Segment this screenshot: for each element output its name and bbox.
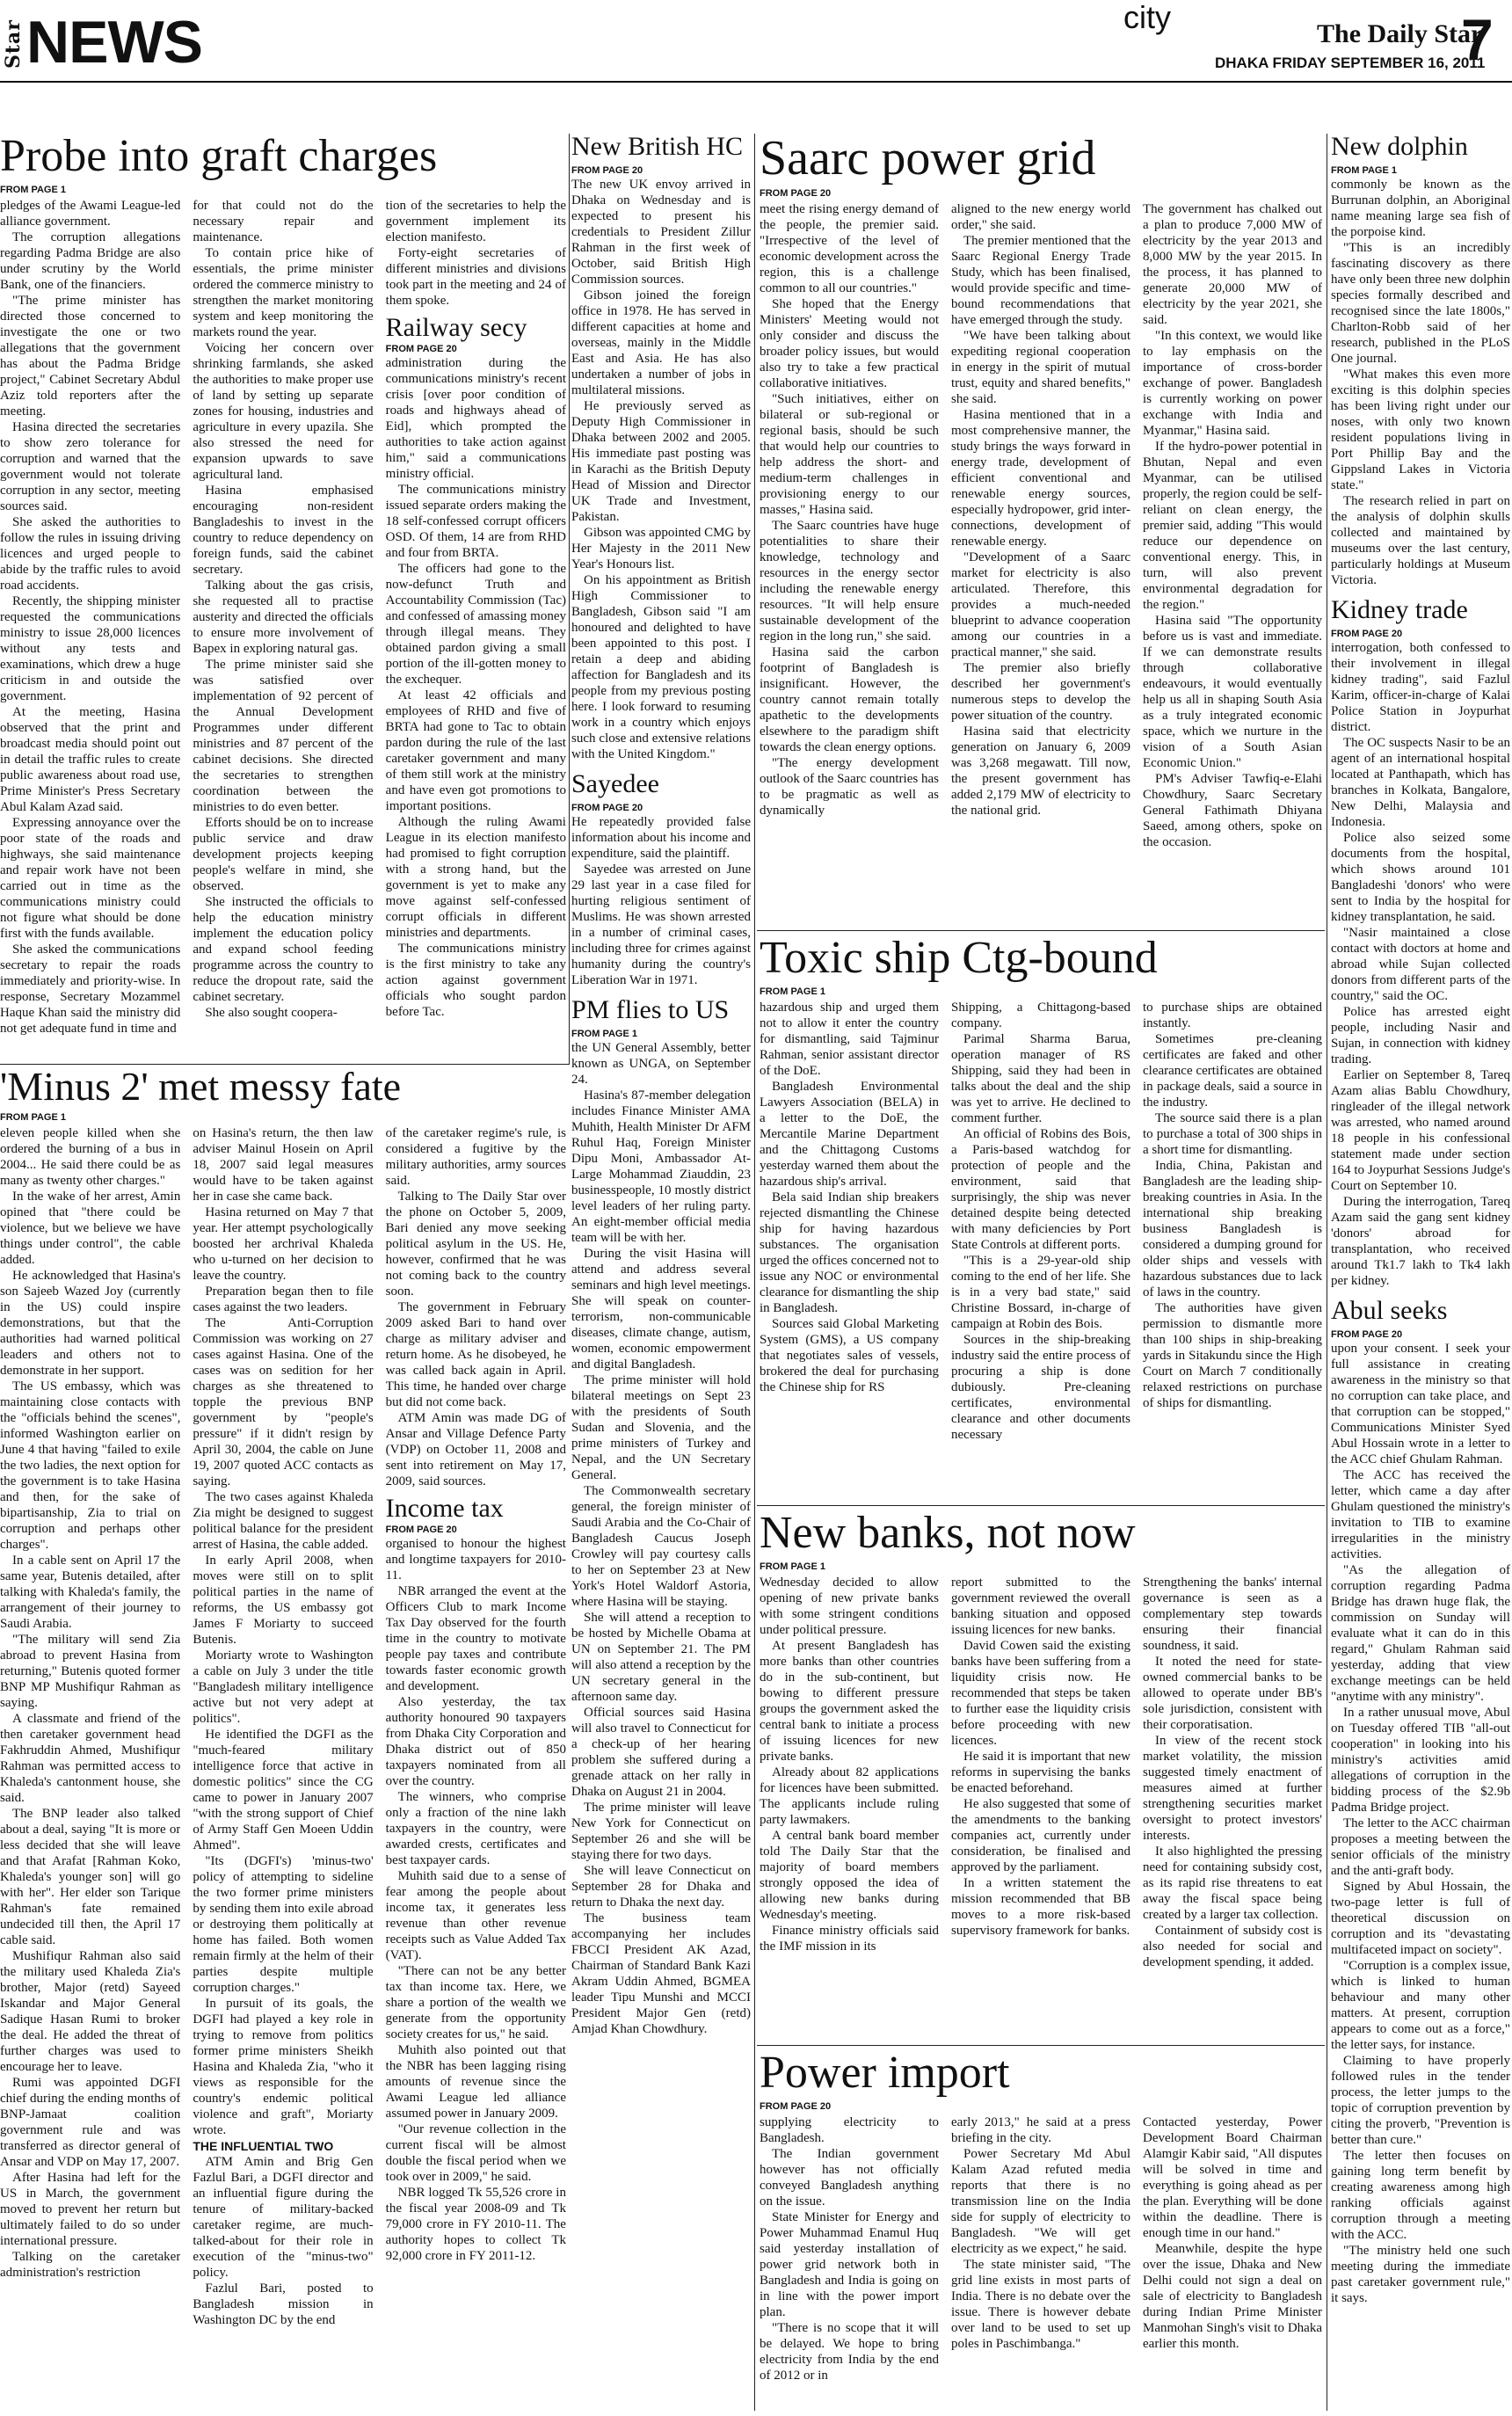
- paragraph: Meanwhile, despite the hype over the issue, Dhaka and New Delhi could not sign a deal on sale of electricity to Bangladesh during Indian Prime Minister Manmohan Singh's visit to Dhaka earlier this month.: [1143, 2242, 1322, 2351]
- story-column: [0, 198, 180, 1059]
- paragraph: commonly be known as the Burrunan dolphin, an Aboriginal name meaning large sea fish of the porpoise kind.: [1331, 178, 1510, 239]
- paragraph: Although the ruling Awami League in its election manifesto had promised to fight corruption with a strong hand, but the government is yet to make any move against self-confessed corrupt officials in different ministries and departments.: [385, 815, 566, 940]
- paragraph: She also sought coopera-: [205, 1006, 338, 1020]
- paragraph: It also highlighted the pressing need for containing subsidy cost, as its rapid rise threatens to eat away the fiscal space being created by a larger tax collection.: [1143, 1845, 1322, 1922]
- paragraph: The government in February 2009 asked Bari to hand over charge as military adviser and return home. As he disobeyed, he was called back again in April. This time, he handed over charge but did not come back.: [385, 1300, 566, 1409]
- paragraph: The BNP leader also talked about a deal, saying "It is more or less decided that she will leave and that Arafat [Rahman Koko, Khaleda's younger son] will go with her". Her elder son Tarique Rahman's fate remained undecided till then, the April 17 cable said.: [0, 1807, 181, 1947]
- paragraph: She instructed the officials to help the education ministry implement the education policy and expand school feeding programme across the country to reduce the dropout rate, said the cabinet secretary.: [193, 895, 374, 1004]
- headline: PM flies to US: [571, 995, 730, 1024]
- paragraph: In early April 2008, when moves were still on to split political parties in the name of reforms, the US embassy got James F Moriarty to succeed Butenis.: [193, 1554, 374, 1647]
- paragraph: Talking on the caretaker administration's restriction: [0, 2250, 181, 2280]
- paragraph: Voicing her concern over shrinking farmlands, she asked the authorities to make proper use of land by setting up separate zones for housing, industries and agriculture in every upazila. She also stressed the need for expansion upwards to save agricultural land.: [193, 341, 374, 482]
- paragraph: Hasina emphasised encouraging non-resident Bangladeshis to invest in the country to reduce dependency on foreign funds, said the cabinet secretary.: [193, 484, 374, 577]
- story-columns: [760, 2114, 1322, 2411]
- story-column-centre: [571, 134, 751, 2411]
- paragraph: Mushifiqur Rahman also said the military used Khaleda Zia's brother, Major (retd) Sayeed Iskandar and Major General Sadique Hasan Rumi to broker the deal. He added the threat of further charges was used to encourage her to leave.: [0, 1949, 181, 2074]
- story-columns: [0, 198, 566, 1059]
- paragraph: Bela said Indian ship breakers rejected dismantling the Chinese ship for having hazardous substances. The organisation urged the offices concerned not to issue any NOC or environmental clearance for dismantling the ship in Bangladesh.: [760, 1190, 939, 1315]
- paragraph: In view of the recent stock market volatility, the mission suggested timely enactment of measures aimed at further strengthening securities market oversight to protect investors' interests.: [1143, 1734, 1322, 1843]
- paragraph: "As the allegation of corruption regarding Padma Bridge has drawn huge flak, the commission on Sunday will evaluate what it can do in this regard," Ghulam Rahman said yesterday, adding that view exchange meetings can be held "anytime with any ministry".: [1331, 1563, 1510, 1704]
- paragraph: Gibson joined the foreign office in 1978. He has served in different capacities at home and overseas, mainly in the Middle East and Asia. He has also undertaken a number of jobs in multilateral missions.: [571, 288, 751, 397]
- kicker: FROM PAGE 20: [571, 803, 643, 813]
- story-column: [1331, 640, 1510, 1289]
- story-columns: [760, 201, 1322, 928]
- paragraph: "There can not be any better tax than income tax. Here, we share a portion of the wealth we generate from the opportunity society creates for us," he said.: [385, 1964, 566, 2041]
- paragraph: He previously served as Deputy High Commissioner in Dhaka between 2002 and 2005. His immediate past posting was in Karachi as the British Deputy Head of Mission and Director UK Trade and Investment, Pakistan.: [571, 399, 751, 524]
- paragraph: The premier also briefly described her government's numerous steps to develop the power situation of the country.: [951, 661, 1130, 723]
- paragraph: Rumi was appointed DGFI chief during the ending months of BNP-Jamaat coalition government rule and was transferred as director general of Ansar and VDP on May 17, 2007.: [0, 2076, 181, 2169]
- paragraph: She will attend a reception to be hosted by Michelle Obama at UN on September 21. The PM will also attend a reception by the UN secretary general in the afternoon same day.: [571, 1611, 751, 1704]
- paragraph: Recently, the shipping minister requested the communications ministry to issue 28,000 licences without any tests and examinations, which drew a huge criticism in and outside the government.: [0, 594, 181, 703]
- story-column-right: [1331, 134, 1510, 2411]
- paragraph: early 2013," he said at a press briefing in the city.: [951, 2115, 1130, 2145]
- rule: [757, 930, 1325, 931]
- masthead: [0, 0, 1512, 81]
- paragraph: Containment of subsidy cost is also needed for social and development spending, it added.: [1143, 1924, 1322, 1969]
- paragraph: Official sources said Hasina will also travel to Connecticut for a check-up of her hearing problem she suffered during a grenade attack on her rally in Dhaka on August 21 in 2004.: [571, 1706, 751, 1799]
- story-column: [386, 1125, 566, 2409]
- paragraph: report submitted to the government reviewed the overall banking situation and opposed issuing licences for new banks.: [951, 1575, 1130, 1637]
- paragraph: On his appointment as British High Commissioner to Bangladesh, Gibson said "I am honoured and delighted to have been appointed to this post. I retain a deep and abiding affection for Bangladesh and its people from my previous posting here. I look forward to resuming work in a country which enjoys such close and extensive relations with the United Kingdom.": [571, 573, 751, 761]
- paragraph: Signed by Abul Hossain, the two-page letter is full of theoretical discussion on corruption and its "devastating multifaceted impact on society".: [1331, 1880, 1510, 1957]
- story-column: [386, 198, 566, 1059]
- headline: Abul seeks: [1331, 1296, 1448, 1325]
- section-title: NEWS: [26, 9, 202, 76]
- paragraph: administration during the communications ministry's recent crisis [over poor condition of roads and highways ahead of Eid], which prompted the authorities to take action against him," said a communications ministry official.: [385, 356, 566, 481]
- paragraph: Fazlul Bari, posted to Bangladesh mission in Washington DC by the end: [193, 2281, 374, 2327]
- paragraph: Forty-eight secretaries of different ministries and divisions took part in the meeting and 24 of them spoke.: [385, 246, 566, 308]
- paragraph: The OC suspects Nasir to be an agent of an international hospital located at Panthapath, which has branches in Kolkata, Bangalore, New Delhi, Malaysia and Indonesia.: [1331, 736, 1510, 829]
- story-saarc: [760, 134, 1322, 928]
- story-column: [571, 177, 751, 762]
- story-column: [193, 198, 373, 1059]
- kicker: FROM PAGE 1: [0, 1112, 66, 1123]
- paragraph: "Corruption is a complex issue, which is linked to human behaviour and many other matters. At present, corruption appears to come out as a force," the letter says, for instance.: [1331, 1959, 1510, 2052]
- paragraph: Hasina said the carbon footprint of Bangladesh is insignificant. However, the country cannot remain totally apathetic to the developments elsewhere to the paradigm shift towards the clean energy options.: [760, 645, 939, 754]
- paragraph: Moriarty wrote to Washington a cable on July 3 under the title "Bangladesh military intelligence active but not very adept at politics".: [193, 1648, 374, 1726]
- paragraph: A classmate and friend of the then caretaker government head Fakhruddin Ahmed, Mushifiqur Rahman was permitted access to Khaleda's cantonment house, she said.: [0, 1712, 181, 1805]
- rule: [754, 134, 755, 2411]
- kicker: FROM PAGE 1: [760, 986, 825, 997]
- paragraph: "Our revenue collection in the current fiscal will be almost double the fiscal period when we took over in 2009," he said.: [385, 2122, 566, 2184]
- paragraph: "Development of a Saarc market for electricity is also articulated. Therefore, this provides a much-needed blueprint to advance cooperation among our countries in a practical manner," she said.: [951, 550, 1130, 659]
- masthead-rule: [0, 81, 1512, 83]
- paragraph: Talking about the gas crisis, she requested all to practise austerity and directed the officials to ensure more involvement of Bapex in exploring natural gas.: [193, 579, 374, 656]
- paragraph: In the wake of her arrest, Amin opined that "there could be violence, but we believe we have things under control", the cable added.: [0, 1190, 181, 1267]
- paragraph: If the hydro-power potential in Bhutan, Nepal and even Myanmar, can be utilised properly, the region could be self-reliant on clean energy, the premier said, adding "This would reduce our dependence on conventional energy. This, in turn, will also prevent environmental degradation for the region.": [1143, 440, 1322, 612]
- story-column: [1331, 1341, 1510, 2306]
- kicker: FROM PAGE 1: [760, 1561, 825, 1572]
- headline: 'Minus 2' met messy fate: [0, 1066, 402, 1109]
- paragraph: Parimal Sharma Barua, operation manager of RS Shipping, said they had been in talks about the deal and the ship was yet to arrive. He declined to comment further.: [951, 1032, 1130, 1125]
- paragraph: Power Secretary Md Abul Kalam Azad refuted media reports that there is no transmission line on the India side for supply of electricity to Bangladesh. "We will get electricity as we expect," he said.: [951, 2147, 1130, 2256]
- paragraph: PM's Adviser Tawfiq-e-Elahi Chowdhury, Saarc Secretary General Fathimath Dhiyana Saeed, among others, spoke on the occasion.: [1143, 772, 1322, 849]
- paragraph: During the interrogation, Tareq Azam said the gang sent kidney 'donors' abroad for transplantation, who received around Tk1.7 lakh to Tk4 lakh per kidney.: [1331, 1195, 1510, 1288]
- story-column: [1143, 2114, 1322, 2411]
- story-column: [1143, 1000, 1322, 1503]
- paragraph: for that could not do the necessary repair and maintenance.: [193, 199, 374, 244]
- kicker: FROM PAGE 20: [760, 2101, 832, 2112]
- paragraph: "Its (DGFI's) 'minus-two' policy of attempting to sideline the two former prime ministers by sending them into exile abroad or destroying them politically at home has failed. Both women remain firmly at the helm of their parties despite multiple corruption charges.": [193, 1854, 374, 1995]
- story-column: [1143, 1575, 1322, 2042]
- paragraph: Wednesday decided to allow opening of new private banks with some stringent conditions under political pressure.: [760, 1575, 939, 1637]
- paragraph: The letter then focuses on gaining long term benefit by creating awareness among high ranking officials against corruption through a meeting with the ACC.: [1331, 2149, 1510, 2242]
- paragraph: tion of the secretaries to help the government implement its election manifesto.: [385, 199, 566, 244]
- paragraph: Hasina said that electricity generation on January 6, 2009 was 3,268 megawatt. Till now, the present government has added 2,179 MW of electricity to the national grid.: [951, 724, 1130, 818]
- paragraph: "This is a 29-year-old ship coming to the end of her life. She is in a very bad state," said Christine Bossard, in-charge of campaign at Robin des Bois.: [951, 1254, 1130, 1331]
- paragraph: Shipping, a Chittagong-based company.: [951, 1001, 1130, 1030]
- paragraph: Efforts should be on to increase public service and draw development projects keeping people's welfare in mind, she observed.: [193, 816, 374, 893]
- paragraph: Also yesterday, the tax authority honoured 90 taxpayers from Dhaka City Corporation and Dhaka district out of 850 taxpayers nominated from all over the country.: [385, 1695, 566, 1788]
- story-probe: [0, 134, 566, 1061]
- paragraph: Earlier on September 8, Tareq Azam alias Bablu Chowdhury, ringleader of the illegal network was arrested, who named around 18 people in his confessional statement made under section 164 to Joypurhat Sessions Judge's Court on September 10.: [1331, 1068, 1510, 1193]
- paragraph: He repeatedly provided false information about his income and expenditure, said the plaintiff.: [571, 815, 751, 861]
- paragraph: In pursuit of its goals, the DGFI had played a key role in trying to remove from politics former prime ministers Sheikh Hasina and Khaleda Zia, "who it views as responsible for the country's endemic political violence and graft", Moriarty wrote.: [193, 1997, 374, 2137]
- headline: Sayedee: [571, 769, 659, 798]
- rule: [0, 1064, 570, 1065]
- headline: Power import: [760, 2050, 1010, 2098]
- paragraph: ATM Amin was made DG of Ansar and Village Defence Party (VDP) on October 11, 2008 and sent into retirement on May 17, 2009, said sources.: [385, 1411, 566, 1488]
- kicker: FROM PAGE 20: [760, 188, 832, 199]
- paragraph: In a rather unusual move, Abul on Tuesday offered TIB "all-out cooperation" in looking into his ministry's activities amid allegations of corruption in the bidding process of the $2.9b Padma Bridge project.: [1331, 1706, 1510, 1815]
- story-new-banks: [760, 1510, 1322, 2042]
- paragraph: Sometimes pre-cleaning certificates are faked and other clearance certificates are obtained in package deals, said a source in the industry.: [1143, 1032, 1322, 1110]
- paragraph: He identified the DGFI as the "much-feared military intelligence force that active in domestic politics" since the CG came to power in January 2007 "with the strong support of Chief of Army Staff Gen Moeen Uddin Ahmed".: [193, 1728, 374, 1852]
- kicker: FROM PAGE 20: [385, 344, 457, 354]
- paragraph: A central bank board member told The Daily Star that the majority of board members strongly opposed the idea of allowing new banks during Wednesday's meeting.: [760, 1829, 939, 1922]
- paragraph: During the visit Hasina will attend and address several seminars and high level meetings. She will speak on counter-terrorism, non-communicable diseases, climate change, autism, women, economic empowerment and digital Bangladesh.: [571, 1247, 751, 1372]
- paragraph: upon your consent. I seek your full assistance in creating awareness in the ministry so that no corruption can take place, and that corruption can be stopped," Communications Minister Syed Abul Hossain wrote in a letter to the ACC chief Ghulam Rahman.: [1331, 1342, 1510, 1466]
- page-number: 7: [1461, 7, 1494, 72]
- story-power-import: [760, 2050, 1322, 2411]
- paragraph: The prime minister will hold bilateral meetings on Sept 23 with the presidents of South Sudan and Slovenia, and the prime ministers of Turkey and Nepal, and the UN Secretary General.: [571, 1373, 751, 1482]
- paragraph: She will leave Connecticut on September 28 for Dhaka and return to Dhaka the next day.: [571, 1864, 751, 1910]
- paragraph: "Such initiatives, either on bilateral or sub-regional or regional basis, should be such that would help our countries to help address the short- and medium-term challenges in provisioning energy to our masses," Hasina said.: [760, 392, 939, 517]
- paragraph: "The energy development outlook of the Saarc countries has to be pragmatic as well as dynamically: [760, 756, 939, 818]
- paragraph: Sources in the ship-breaking industry said the entire process of procuring a ship is done dubiously. Pre-cleaning certificates, environmental clearance and other documents necessary: [951, 1333, 1130, 1442]
- headline: Kidney trade: [1331, 595, 1468, 624]
- headline: Probe into graft charges: [0, 134, 438, 181]
- paragraph: The research relied in part on the analysis of dolphin skulls collected and maintained by museums over the last century, particularly holdings at Museum Victoria.: [1331, 494, 1510, 587]
- paragraph: The US embassy, which was maintaining close contacts with the "officials behind the scenes", informed Washington earlier on June 4 that having "failed to exile the two ladies, the next option for the government is to take Hasina and then, for the sake of bipartisanship, Zia to trial on corruption and perhaps other charges".: [0, 1379, 181, 1552]
- paragraph: "The ministry held one such meeting during the immediate past caretaker government rule," it says.: [1331, 2244, 1510, 2305]
- subhead: Income tax: [385, 1494, 504, 1523]
- story-column: [951, 1000, 1130, 1503]
- brand-star-small: Star: [2, 19, 25, 69]
- paragraph: The letter to the ACC chairman proposes a meeting between the senior officials of the ministry and the anti-graft body.: [1331, 1816, 1510, 1878]
- paragraph: "The military will send Zia abroad to prevent Hasina from returning," Butenis quoted former BNP MP Mushifiqur Rahman as saying.: [0, 1633, 181, 1710]
- paragraph: interrogation, both confessed to their involvement in illegal kidney trading", said Fazlul Karim, officer-in-charge of Kalai Police Station in Joypurhat district.: [1331, 641, 1510, 734]
- paragraph: To contain price hike of essentials, the prime minister ordered the commerce ministry to strengthen the market monitoring system and keep monitoring the markets round the year.: [193, 246, 374, 339]
- kicker: FROM PAGE 20: [1331, 1329, 1403, 1340]
- story-column: [760, 1000, 939, 1503]
- section-city: city: [1123, 0, 1171, 35]
- paragraph: She hoped that the Energy Ministers' Meeting would not only consider and discuss the broader policy issues, but would also try to take a few practical collaborative initiatives.: [760, 297, 939, 390]
- paragraph: The prime minister said she was satisfied over implementation of 92 percent of the Annual Development Programmes under different ministries and 87 percent of the cabinet decisions. She directed the secretaries to strengthen coordination between the ministries to do even better.: [193, 658, 374, 814]
- story-column: [571, 1040, 751, 2037]
- paragraph: Preparation began then to file cases against the two leaders.: [193, 1284, 374, 1314]
- paragraph: Claiming to have properly followed rules in the tender process, the letter jumps to the topic of corruption prevention by citing the proverb, "Prevention is better than cure.": [1331, 2054, 1510, 2147]
- paragraph: Muhith also pointed out that the NBR has been lagging rising amounts of revenue since the Awami League led alliance assumed power in January 2009.: [385, 2043, 566, 2121]
- story-column: [951, 201, 1130, 928]
- rule: [757, 2045, 1325, 2046]
- story-column: [571, 814, 751, 988]
- paragraph: Gibson was appointed CMG by Her Majesty in the 2011 New Year's Honours list.: [571, 526, 751, 571]
- headline: Toxic ship Ctg-bound: [760, 935, 1158, 983]
- paragraph: The winners, who comprise only a fraction of the nine lakh taxpayers in the country, were awarded crests, certificates and best taxpayer cards.: [385, 1790, 566, 1867]
- paragraph: pledges of the Awami League-led alliance government.: [0, 199, 181, 229]
- paragraph: Sources said Global Marketing System (GMS), a US company that negotiates sales of vessels, brokered the deal for purchasing the Chinese ship for RS: [760, 1317, 939, 1394]
- paragraph: He also suggested that some of the amendments to the banking companies act, currently under consideration, be finalised and approved by the parliament.: [951, 1797, 1130, 1874]
- paragraph: He acknowledged that Hasina's son Sajeeb Wazed Joy (currently in the US) could inspire demonstrations, but that the authorities had warned political leaders and others not to demonstrate in her support.: [0, 1269, 181, 1378]
- paragraph: "The prime minister has directed those concerned to investigate the one or two allegations that the government has about the Padma Bridge project," Cabinet Secretary Abdul Aziz told reporters after the meeting.: [0, 294, 181, 418]
- paragraph: meet the rising energy demand of the people, the premier said. "Irrespective of the level of economic development across the region, this is a challenge common to all our countries.": [760, 202, 939, 295]
- story-columns: [0, 1125, 566, 2409]
- story-toxic-ship: [760, 935, 1322, 1503]
- kicker: FROM PAGE 1: [0, 185, 66, 195]
- paragraph: She asked the communications secretary to repair the roads immediately and priority-wise. In response, Secretary Mozammel Haque Khan said the ministry did not get adequate fund in time and: [0, 942, 181, 1036]
- story-column: [760, 1575, 939, 2042]
- kicker: FROM PAGE 1: [1331, 165, 1397, 176]
- kicker: FROM PAGE 1: [571, 1029, 637, 1039]
- paragraph: India, China, Pakistan and Bangladesh are the leading ship-breaking countries in Asia. In the international ship breaking business Bangladesh is considered a dumping ground for older ships and vessels with hazardous substances due to lack of laws in the country.: [1143, 1159, 1322, 1299]
- paragraph: The source said there is a plan to purchase a total of 300 ships in a short time for dismantling.: [1143, 1111, 1322, 1157]
- paragraph: He said it is important that new reforms in supervising the banks be enacted beforehand.: [951, 1750, 1130, 1795]
- story-column: [193, 1125, 373, 2409]
- paragraph: aligned to the new energy world order," she said.: [951, 202, 1130, 232]
- paragraph: Sayedee was arrested on June 29 last year in a case filed for hurting religious sentiment of Muslims. He was shown arrested in a number of criminal cases, including three for crimes against humanity during the country's Liberation War in 1971.: [571, 862, 751, 987]
- paragraph: Talking to The Daily Star over the phone on October 5, 2009, Bari denied any move seeking political asylum in the US. He, however, confirmed that he was not coming back to the country soon.: [385, 1190, 566, 1299]
- paragraph: NBR logged Tk 55,526 crore in the fiscal year 2008-09 and Tk 79,000 crore in FY 2010-11. The authority hopes to collect Tk 92,000 crore in FY 2011-12.: [385, 2186, 566, 2263]
- paragraph: "Nasir maintained a close contact with doctors at home and abroad while Sujan collected donors from different parts of the country," said the OC.: [1331, 926, 1510, 1003]
- paragraph: At present Bangladesh has more banks than other countries do in the sub-continent, but bowing to different pressure groups the government asked the central bank to initiate a process of issuing licences for new private banks.: [760, 1639, 939, 1764]
- paragraph: the UN General Assembly, better known as UNGA, on September 24.: [571, 1041, 751, 1087]
- paragraph: The authorities have given permission to dismantle more than 100 ships in ship-breaking yards in Sitakundu since the High Court on March 7 conditionally relaxed restrictions on purchase of ships for dismantling.: [1143, 1301, 1322, 1410]
- kicker: FROM PAGE 20: [385, 1525, 457, 1535]
- rule: [569, 134, 570, 1064]
- paragraph: David Cowen said the existing banks have been suffering from a liquidity crisis now. He recommended that steps be taken to further ease the liquidity crisis before proceeding with new licences.: [951, 1639, 1130, 1748]
- paragraph: to purchase ships are obtained instantly.: [1143, 1001, 1322, 1030]
- story-column: [1143, 201, 1322, 928]
- paragraph: The prime minister will leave New York for Connecticut on September 26 and she will be staying there for two days.: [571, 1801, 751, 1862]
- paragraph: Expressing annoyance over the poor state of the roads and highways, she said maintenance and repair work have not been carried out in time as the communications ministry could not figure what should be done first with the funds available.: [0, 816, 181, 941]
- paragraph: THE INFLUENTIAL TWO: [193, 2139, 334, 2153]
- headline: New banks, not now: [760, 1510, 1136, 1558]
- story-column: [760, 201, 939, 928]
- paragraph: State Minister for Energy and Power Muhammad Enamul Huq said yesterday installation of power grid network both in Bangladesh and India is going on in line with the power import plan.: [760, 2210, 939, 2319]
- paragraph: "What makes this even more exciting is this dolphin species has been living right under our noses, with only two known resident populations living in Port Phillip Bay and the Gippsland Lakes in Victoria state.": [1331, 367, 1510, 492]
- story-columns: [760, 1575, 1322, 2042]
- paragraph: The Saarc countries have huge potentialities to share their knowledge, technology and resources in the energy sector including the renewable energy resources. "It will help ensure sustainable development of the region in the long run," she said.: [760, 519, 939, 644]
- paragraph: Police also seized some documents from the hospital, which shows around 101 Bangladeshi 'donors' who were sent to India by the hospital for kidney transplantation, he said.: [1331, 831, 1510, 924]
- story-column: [0, 1125, 180, 2409]
- story-column: [1331, 177, 1510, 588]
- paragraph: After Hasina had left for the US in March, the government moved to prevent her return but ultimately failed to do so under international pressure.: [0, 2171, 181, 2248]
- paragraph: "There is no scope that it will be delayed. We hope to bring electricity from India by the end of 2012 or in: [760, 2321, 939, 2383]
- paragraph: The corruption allegations regarding Padma Bridge are also under scrutiny by the World Bank, one of the financiers.: [0, 230, 181, 292]
- rule: [757, 1505, 1325, 1506]
- headline: New dolphin: [1331, 134, 1468, 161]
- paragraph: The state minister said, "The grid line exists in most parts of India. There is no debate over the issue. There is however debate over land to be used to set up poles in Paschimbanga.": [951, 2258, 1130, 2351]
- kicker: FROM PAGE 20: [571, 165, 643, 176]
- paragraph: "In this context, we would like to lay emphasis on the importance of cross-border exchange of power. Bangladesh is currently working on power exchange with India and Myanmar," Hasina said.: [1143, 329, 1322, 438]
- paragraph: supplying electricity to Bangladesh.: [760, 2115, 939, 2145]
- paragraph: Hasina mentioned that in a most comprehensive manner, the study brings the ways forward in energy trade, development of efficient conventional and renewable energy sources, especially hydropower, grid inter-connections, development of renewable energy.: [951, 408, 1130, 549]
- paragraph: The officers had gone to the now-defunct Truth and Accountability Commission (Tac) and confessed of amassing money through illegal means. They obtained pardon giving a small portion of the ill-gotten money to the exchequer.: [385, 562, 566, 687]
- paragraph: At the meeting, Hasina observed that the print and broadcast media should point out in detail the traffic rules to create public awareness about road use, Prime Minister's Press Secretary Abul Kalam Azad said.: [0, 705, 181, 814]
- story-minus-2: [0, 1066, 566, 2412]
- paragraph: It noted the need for state-owned commercial banks to be allowed to operate under BB's sole jurisdiction, consistent with their corporatisation.: [1143, 1655, 1322, 1732]
- story-columns: [760, 1000, 1322, 1503]
- headline: New British HC: [571, 134, 743, 161]
- paragraph: Strengthening the banks' internal governance is seen as a complementary step towards ensuring their financial soundness, it said.: [1143, 1575, 1322, 1653]
- paragraph: An official of Robins des Bois, a Paris-based watchdog for protection of people and the environment, said that surprisingly, the ship was never detained despite being detected with many deficiencies by Port State Controls at different ports.: [951, 1127, 1130, 1252]
- paragraph: At least 42 officials and employees of RHD and five of BRTA had gone to Tac to obtain pardon during the rule of the last caretaker government and many of them still work at the ministry and have even got promotions to important positions.: [385, 688, 566, 813]
- paragraph: In a cable sent on April 17 the same year, Butenis detailed, after talking with Khaleda's family, the arrangement of their journey to Saudi Arabia.: [0, 1554, 181, 1631]
- paragraph: The Commonwealth secretary general, the foreign minister of Saudi Arabia and the Co-Chair of Bangladesh Caucus Joseph Crowley will pay courtesy calls to her on September 23 at New York's Hotel Waldorf Astoria, where Hasina will be staying.: [571, 1484, 751, 1609]
- paragraph: on Hasina's return, the then law adviser Mainul Hosein on April 18, 2007 said legal measures would have to be taken against her in case she came back.: [193, 1126, 374, 1204]
- paragraph: Hasina returned on May 7 that year. Her attempt psychologically boosted her archrival Khaleda who u-turned on her decision to leave the country.: [193, 1205, 374, 1283]
- paragraph: Hasina directed the secretaries to show zero tolerance for corruption and warned that the government would not tolerate corruption in any sector, meeting sources said.: [0, 420, 181, 513]
- paragraph: The communications ministry issued separate orders making the 18 self-confessed corrupt officers OSD. Of them, 14 are from RHD and four from BRTA.: [385, 483, 566, 560]
- paragraph: organised to honour the highest and longtime taxpayers for 2010-11.: [385, 1537, 566, 1583]
- story-column: [951, 2114, 1130, 2411]
- paragraph: The two cases against Khaleda Zia might be designed to suggest political balance for the president arrest of Hasina, the cable added.: [193, 1490, 374, 1552]
- paragraph: The new UK envoy arrived in Dhaka on Wednesday and is expected to present his credentials to President Zillur Rahman in the first week of October, said British High Commission sources.: [571, 178, 751, 287]
- paragraph: Hasina's 87-member delegation includes Finance Minister AMA Muhith, Health Minister Dr AFM Ruhul Haq, Foreign Minister Dipu Moni, Ambassador At-Large Mohammad Ziauddin, 23 businesspeople, 10 mostly district level leaders of her ruling party. An eight-member official media team will be with her.: [571, 1088, 751, 1245]
- paragraph: The business team accompanying her includes FBCCI President AK Azad, Chairman of Standard Bank Kazi Akram Uddin Ahmed, BGMEA leader Tipu Munshi and MCCI President Major Gen (retd) Amjad Khan Chowdhury.: [571, 1911, 751, 2036]
- paragraph: hazardous ship and urged them not to allow it enter the country for dismantling, said Tajminur Rahman, senior assistant director of the DoE.: [760, 1001, 939, 1078]
- paragraph: "We have been talking about expediting regional cooperation in energy in the spirit of mutual trust, equity and shared benefits," she said.: [951, 329, 1130, 406]
- paragraph: The premier mentioned that the Saarc Regional Energy Trade Study, which has been finalised, would provide specific and time-bound recommendations that have emerged through the study.: [951, 234, 1130, 327]
- paragraph: The Indian government however has not officially conveyed Bangladesh anything on the issue.: [760, 2147, 939, 2209]
- paragraph: Police has arrested eight people, including Nasir and Sujan, in connection with kidney trading.: [1331, 1005, 1510, 1066]
- paragraph: The communications ministry is the first ministry to take any action against government officials who sought pardon before Tac.: [385, 942, 566, 1019]
- paragraph: Muhith said due to a sense of fear among the people about income tax, it generates less revenue than other revenue receipts such as Value Added Tax (VAT).: [385, 1869, 566, 1962]
- paragraph: eleven people killed when she ordered the burning of a bus in 2004... He said there could be as many as twenty other charges.": [0, 1126, 181, 1188]
- paper-name: The Daily Star: [1317, 19, 1483, 48]
- paragraph: Contacted yesterday, Power Development Board Chairman Alamgir Kabir said, "All disputes will be solved in time and everything is going ahead as per the plan. Everything will be done within the deadline. There is enough time in our hand.": [1143, 2115, 1322, 2240]
- paragraph: NBR arranged the event at the Officers Club to mark Income Tax Day observed for the fourth time in the country to motivate people pay taxes and contribute towards faster economic growth and development.: [385, 1584, 566, 1693]
- paragraph: She asked the authorities to follow the rules in issuing driving licences and urged people to abide by the traffic rules to avoid road accidents.: [0, 515, 181, 593]
- paragraph: ATM Amin and Brig Gen Fazlul Bari, a DGFI director and an influential figure during the tenure of military-backed caretaker regime, are much-talked-about for their role in execution of the "minus-two" policy.: [193, 2155, 374, 2280]
- paragraph: Hasina said "The opportunity before us is vast and immediate. If we can demonstrate results through collaborative endeavours, it would eventually help us all in shaping South Asia as a truly integrated economic space, which we nurture in the vision of a South Asian Economic Union.": [1143, 614, 1322, 770]
- paragraph: In a written statement the mission recommended that BB moves to a more risk-based supervisory framework for banks.: [951, 1876, 1130, 1938]
- paragraph: Finance ministry officials said the IMF mission in its: [760, 1924, 939, 1954]
- kicker: FROM PAGE 20: [1331, 629, 1403, 639]
- paragraph: The ACC has received the letter, which came a day after Ghulam questioned the ministry's invitation to TIB to examine irregularities in the ministry activities.: [1331, 1468, 1510, 1561]
- subhead: Railway secy: [385, 313, 527, 342]
- dateline: DHAKA FRIDAY SEPTEMBER 16, 2011: [1215, 55, 1486, 71]
- headline: Saarc power grid: [760, 134, 1096, 186]
- story-column: [951, 1575, 1130, 2042]
- paragraph: Bangladesh Environmental Lawyers Association (BELA) in a letter to the DoE, the Mercantile Marine Department and the Chittagong Customs yesterday warned them about the hazardous ship's arrival.: [760, 1080, 939, 1189]
- paragraph: The Anti-Corruption Commission was working on 27 cases against Hasina. One of the cases was on sedition for her charges as she threatened to topple the previous BNP government by "people's pressure" if it didn't resign by April 30, 2004, the cable on June 19, 2007 quoted ACC contacts as saying.: [193, 1316, 374, 1488]
- paragraph: of the caretaker regime's rule, is considered a fugitive by the military authorities, army sources said.: [385, 1126, 566, 1188]
- paragraph: The government has chalked out a plan to produce 7,000 MW of electricity by the year 2013 and 8,000 MW by the year 2015. In the process, it has planned to generate 20,000 MW of electricity by the year 2021, she said.: [1143, 202, 1322, 327]
- story-column: [760, 2114, 939, 2411]
- paragraph: "This is an incredibly fascinating discovery as there have only been three new dolphin species formally described and recognised since the late 1800s," Charlton-Robb said of her research, published in the PLoS One journal.: [1331, 241, 1510, 366]
- paragraph: Already about 82 applications for licences have been submitted. The applicants include ruling party lawmakers.: [760, 1765, 939, 1827]
